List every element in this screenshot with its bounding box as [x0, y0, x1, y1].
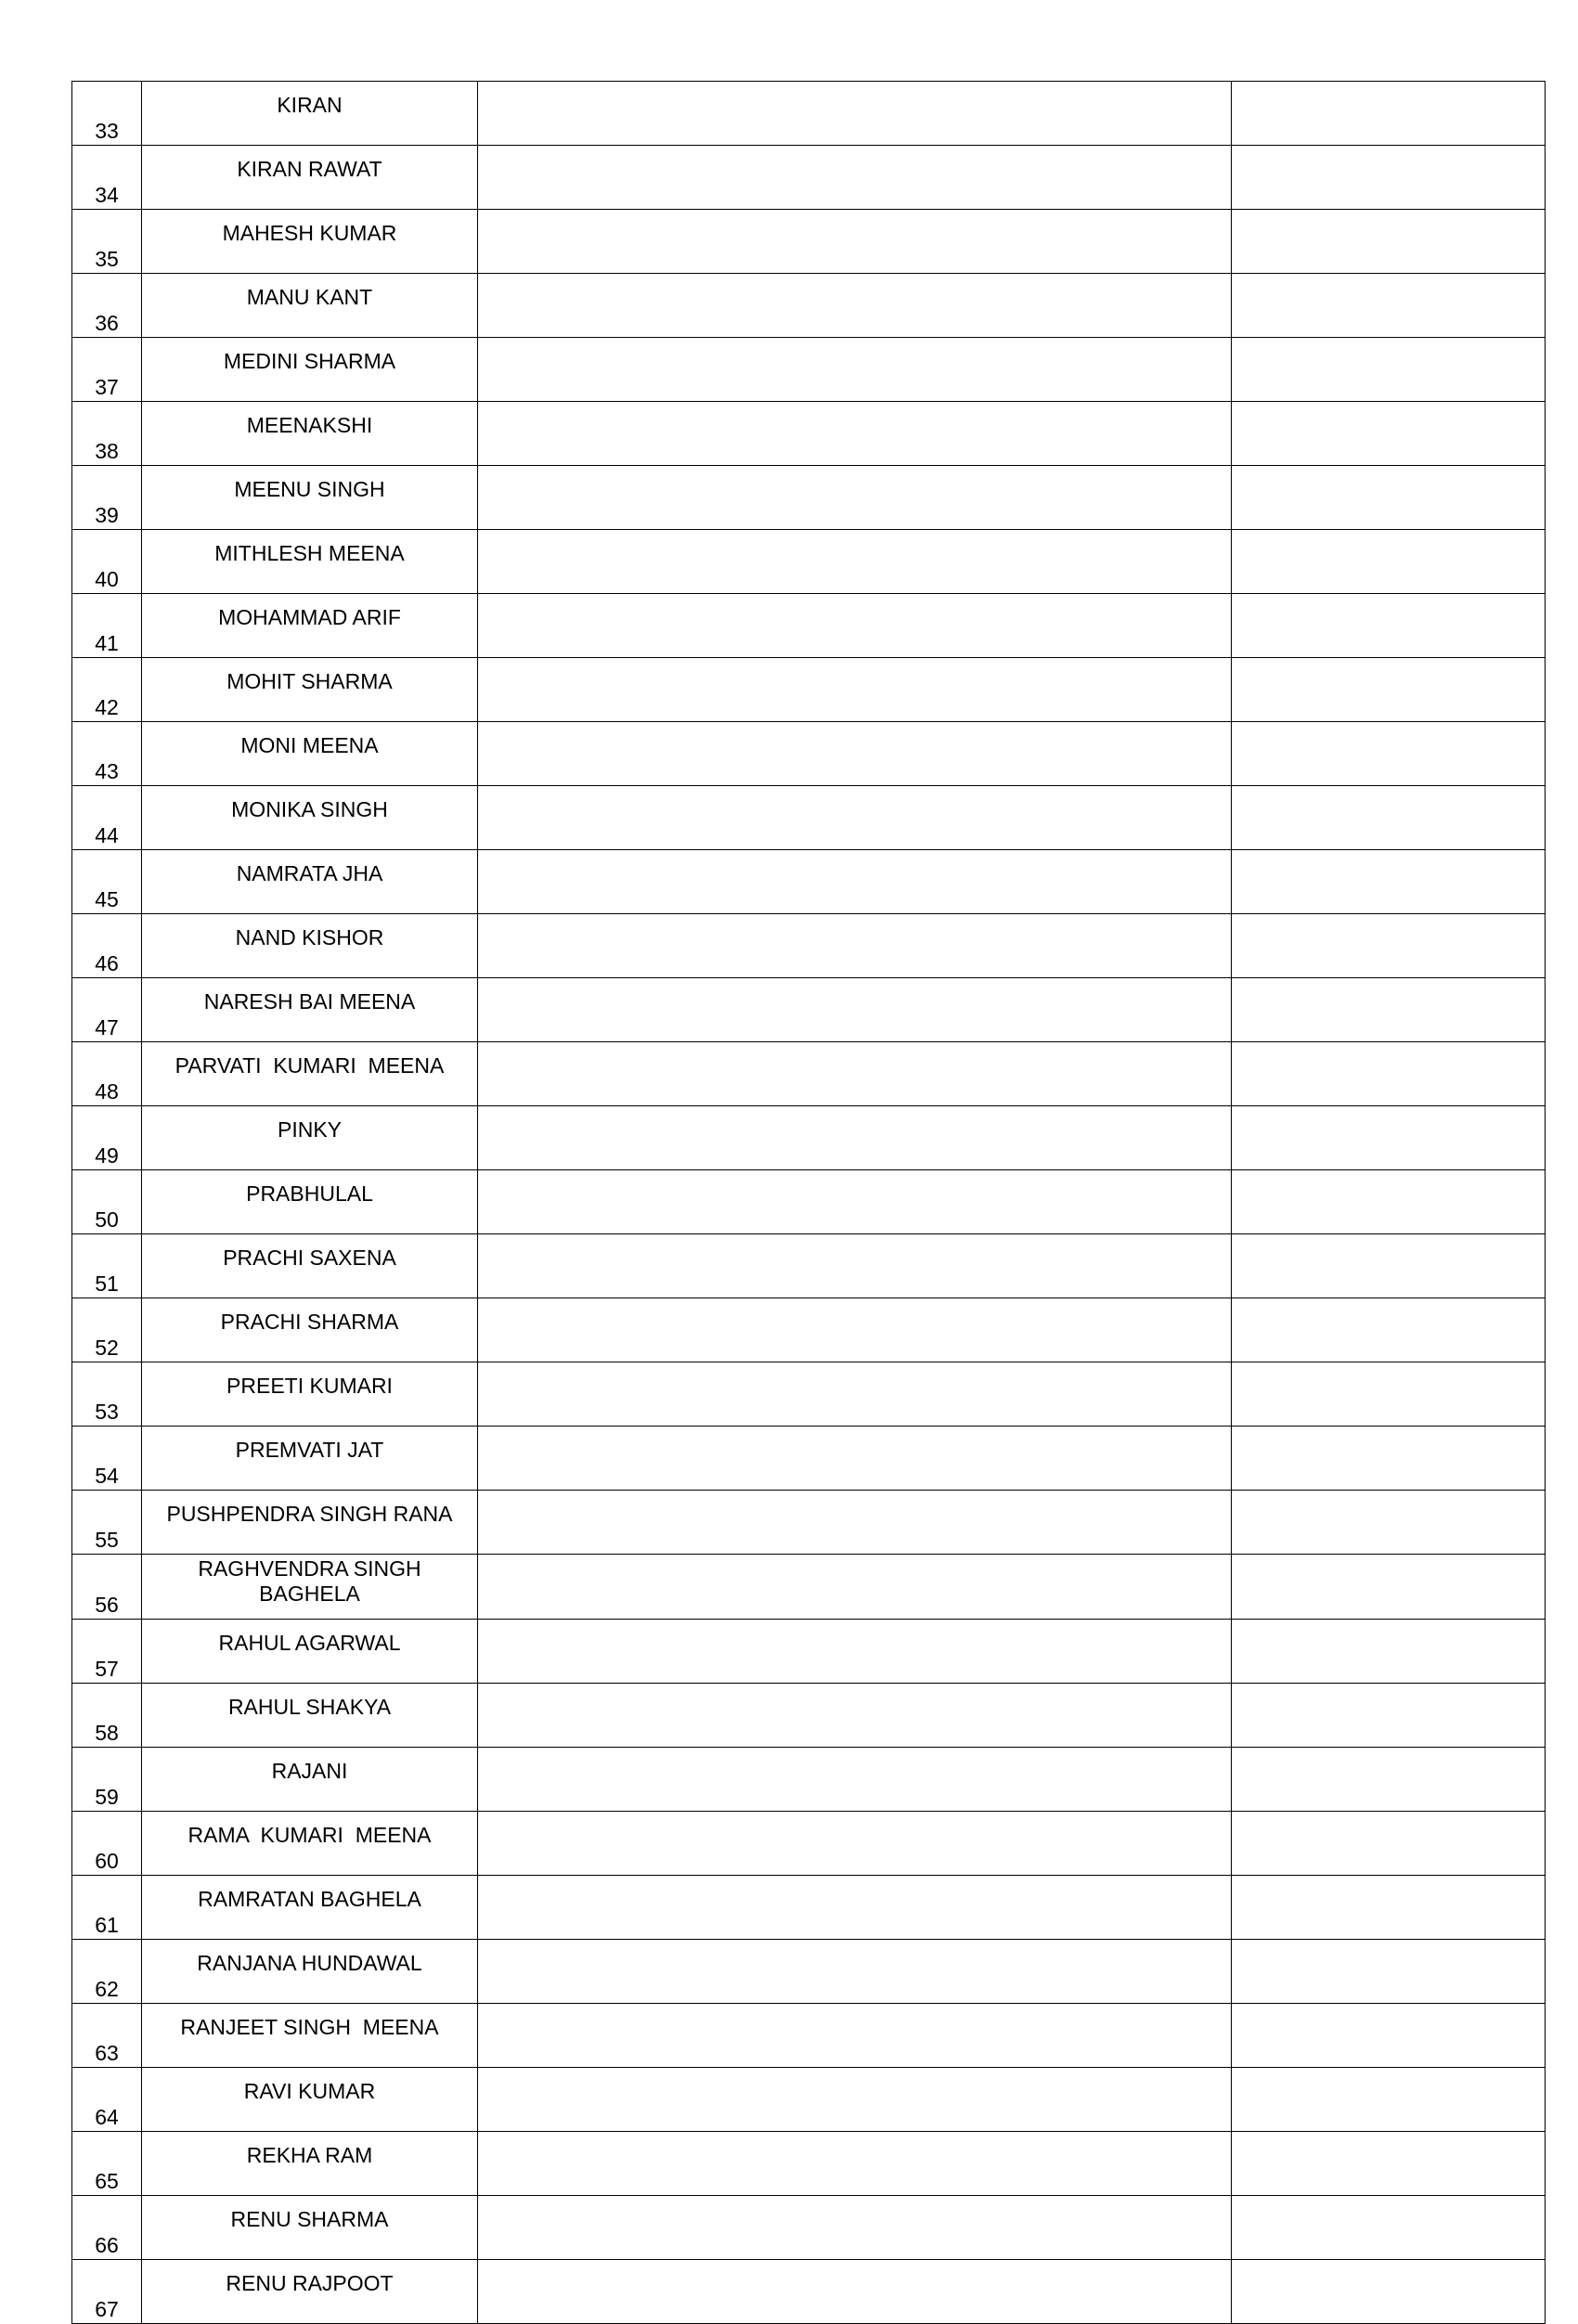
name-cell: RAHUL AGARWAL [142, 1620, 478, 1684]
serial-number-cell: 41 [72, 594, 142, 658]
serial-number-cell: 55 [72, 1491, 142, 1555]
table-row [72, 1042, 1546, 1106]
name-cell: PUSHPENDRA SINGH RANA [142, 1491, 478, 1555]
name-cell: RENU SHARMA [142, 2196, 478, 2260]
serial-number-cell: 33 [72, 82, 142, 146]
table-row [72, 210, 1546, 274]
name-cell: PREETI KUMARI [142, 1362, 478, 1427]
name-cell: NAMRATA JHA [142, 850, 478, 914]
blank-cell [1232, 1491, 1546, 1555]
table-row [72, 1362, 1546, 1427]
blank-cell [1232, 82, 1546, 146]
blank-cell [478, 978, 1232, 1042]
blank-cell [1232, 1876, 1546, 1940]
table-row [72, 1491, 1546, 1555]
table-row [72, 466, 1546, 530]
blank-cell [1232, 466, 1546, 530]
serial-number-cell: 65 [72, 2132, 142, 2196]
name-cell: MOHAMMAD ARIF [142, 594, 478, 658]
blank-cell [1232, 1555, 1546, 1620]
blank-cell [478, 530, 1232, 594]
blank-cell [478, 210, 1232, 274]
name-cell: RAVI KUMAR [142, 2068, 478, 2132]
blank-cell [1232, 1812, 1546, 1876]
name-cell: MONI MEENA [142, 722, 478, 786]
name-cell: REKHA RAM [142, 2132, 478, 2196]
blank-cell [1232, 722, 1546, 786]
table-row [72, 914, 1546, 978]
name-cell: MEENAKSHI [142, 402, 478, 466]
blank-cell [1232, 1620, 1546, 1684]
blank-cell [1232, 210, 1546, 274]
serial-number-cell: 46 [72, 914, 142, 978]
name-cell: NAND KISHOR [142, 914, 478, 978]
name-cell: MAHESH KUMAR [142, 210, 478, 274]
name-cell: PRACHI SAXENA [142, 1234, 478, 1298]
name-cell: RANJANA HUNDAWAL [142, 1940, 478, 2004]
name-cell: PRABHULAL [142, 1170, 478, 1234]
name-cell: RAJANI [142, 1748, 478, 1812]
table-row [72, 82, 1546, 146]
table-row [72, 594, 1546, 658]
blank-cell [1232, 402, 1546, 466]
serial-number-cell: 43 [72, 722, 142, 786]
blank-cell [1232, 1042, 1546, 1106]
blank-cell [478, 146, 1232, 210]
blank-cell [478, 1748, 1232, 1812]
blank-cell [1232, 1298, 1546, 1362]
blank-cell [1232, 338, 1546, 402]
serial-number-cell: 47 [72, 978, 142, 1042]
blank-cell [478, 2004, 1232, 2068]
blank-cell [1232, 2260, 1546, 2324]
table-row [72, 1106, 1546, 1170]
name-cell: MOHIT SHARMA [142, 658, 478, 722]
blank-cell [1232, 1362, 1546, 1427]
serial-number-cell: 63 [72, 2004, 142, 2068]
blank-cell [1232, 2004, 1546, 2068]
serial-number-cell: 66 [72, 2196, 142, 2260]
table-row [72, 1170, 1546, 1234]
table-row [72, 658, 1546, 722]
serial-number-cell: 40 [72, 530, 142, 594]
name-cell: NARESH BAI MEENA [142, 978, 478, 1042]
serial-number-cell: 35 [72, 210, 142, 274]
serial-number-cell: 38 [72, 402, 142, 466]
serial-number-cell: 48 [72, 1042, 142, 1106]
blank-cell [1232, 274, 1546, 338]
blank-cell [478, 1620, 1232, 1684]
table-row [72, 978, 1546, 1042]
serial-number-cell: 44 [72, 786, 142, 850]
roster-table [71, 81, 1546, 2324]
serial-number-cell: 39 [72, 466, 142, 530]
blank-cell [478, 1555, 1232, 1620]
table-row [72, 274, 1546, 338]
table-row [72, 1298, 1546, 1362]
blank-cell [478, 2132, 1232, 2196]
name-cell: PARVATI KUMARI MEENA [142, 1042, 478, 1106]
table-row [72, 850, 1546, 914]
table-row [72, 1684, 1546, 1748]
name-cell: MEDINI SHARMA [142, 338, 478, 402]
blank-cell [1232, 1106, 1546, 1170]
table-row [72, 1620, 1546, 1684]
blank-cell [478, 1812, 1232, 1876]
name-cell: MEENU SINGH [142, 466, 478, 530]
blank-cell [478, 1298, 1232, 1362]
blank-cell [478, 82, 1232, 146]
table-row [72, 1234, 1546, 1298]
name-cell: MITHLESH MEENA [142, 530, 478, 594]
serial-number-cell: 67 [72, 2260, 142, 2324]
blank-cell [1232, 1684, 1546, 1748]
serial-number-cell: 42 [72, 658, 142, 722]
blank-cell [478, 1684, 1232, 1748]
name-cell: MANU KANT [142, 274, 478, 338]
table-row [72, 1940, 1546, 2004]
table-row [72, 2068, 1546, 2132]
serial-number-cell: 64 [72, 2068, 142, 2132]
table-row [72, 2260, 1546, 2324]
name-cell: KIRAN [142, 82, 478, 146]
blank-cell [478, 1427, 1232, 1491]
serial-number-cell: 57 [72, 1620, 142, 1684]
name-cell: MONIKA SINGH [142, 786, 478, 850]
name-cell: RANJEET SINGH MEENA [142, 2004, 478, 2068]
blank-cell [478, 274, 1232, 338]
blank-cell [478, 338, 1232, 402]
blank-cell [478, 2068, 1232, 2132]
serial-number-cell: 58 [72, 1684, 142, 1748]
blank-cell [478, 850, 1232, 914]
table-row [72, 786, 1546, 850]
table-row [72, 722, 1546, 786]
serial-number-cell: 53 [72, 1362, 142, 1427]
table-row [72, 1876, 1546, 1940]
name-cell: RAGHVENDRA SINGH BAGHELA [142, 1555, 478, 1620]
blank-cell [478, 1170, 1232, 1234]
table-row [72, 1427, 1546, 1491]
blank-cell [478, 1940, 1232, 2004]
blank-cell [478, 2196, 1232, 2260]
blank-cell [478, 1234, 1232, 1298]
roster-body [72, 82, 1546, 2324]
serial-number-cell: 60 [72, 1812, 142, 1876]
blank-cell [1232, 2068, 1546, 2132]
name-cell: RAHUL SHAKYA [142, 1684, 478, 1748]
blank-cell [478, 466, 1232, 530]
serial-number-cell: 37 [72, 338, 142, 402]
table-row [72, 2196, 1546, 2260]
table-row [72, 1748, 1546, 1812]
blank-cell [1232, 1234, 1546, 1298]
name-cell: PRACHI SHARMA [142, 1298, 478, 1362]
blank-cell [1232, 1940, 1546, 2004]
table-row [72, 402, 1546, 466]
blank-cell [478, 722, 1232, 786]
blank-cell [478, 1106, 1232, 1170]
blank-cell [1232, 658, 1546, 722]
blank-cell [1232, 1748, 1546, 1812]
blank-cell [478, 1042, 1232, 1106]
table-row [72, 146, 1546, 210]
name-cell: PINKY [142, 1106, 478, 1170]
blank-cell [478, 658, 1232, 722]
serial-number-cell: 51 [72, 1234, 142, 1298]
blank-cell [1232, 786, 1546, 850]
serial-number-cell: 45 [72, 850, 142, 914]
blank-cell [1232, 914, 1546, 978]
blank-cell [478, 2260, 1232, 2324]
table-row [72, 338, 1546, 402]
table-row [72, 1555, 1546, 1620]
blank-cell [1232, 850, 1546, 914]
blank-cell [478, 594, 1232, 658]
serial-number-cell: 54 [72, 1427, 142, 1491]
serial-number-cell: 36 [72, 274, 142, 338]
serial-number-cell: 56 [72, 1555, 142, 1620]
blank-cell [1232, 2196, 1546, 2260]
blank-cell [478, 1876, 1232, 1940]
serial-number-cell: 62 [72, 1940, 142, 2004]
serial-number-cell: 49 [72, 1106, 142, 1170]
serial-number-cell: 61 [72, 1876, 142, 1940]
blank-cell [478, 914, 1232, 978]
table-row [72, 530, 1546, 594]
name-cell: RAMRATAN BAGHELA [142, 1876, 478, 1940]
serial-number-cell: 52 [72, 1298, 142, 1362]
name-cell: KIRAN RAWAT [142, 146, 478, 210]
blank-cell [478, 786, 1232, 850]
blank-cell [478, 402, 1232, 466]
blank-cell [1232, 1170, 1546, 1234]
blank-cell [1232, 978, 1546, 1042]
blank-cell [1232, 594, 1546, 658]
name-cell: PREMVATI JAT [142, 1427, 478, 1491]
blank-cell [478, 1362, 1232, 1427]
name-cell: RAMA KUMARI MEENA [142, 1812, 478, 1876]
blank-cell [1232, 2132, 1546, 2196]
blank-cell [1232, 146, 1546, 210]
roster-sheet [71, 81, 1545, 2324]
blank-cell [1232, 530, 1546, 594]
serial-number-cell: 50 [72, 1170, 142, 1234]
serial-number-cell: 59 [72, 1748, 142, 1812]
name-cell: RENU RAJPOOT [142, 2260, 478, 2324]
table-row [72, 2004, 1546, 2068]
table-row [72, 1812, 1546, 1876]
blank-cell [478, 1491, 1232, 1555]
table-row [72, 2132, 1546, 2196]
blank-cell [1232, 1427, 1546, 1491]
serial-number-cell: 34 [72, 146, 142, 210]
